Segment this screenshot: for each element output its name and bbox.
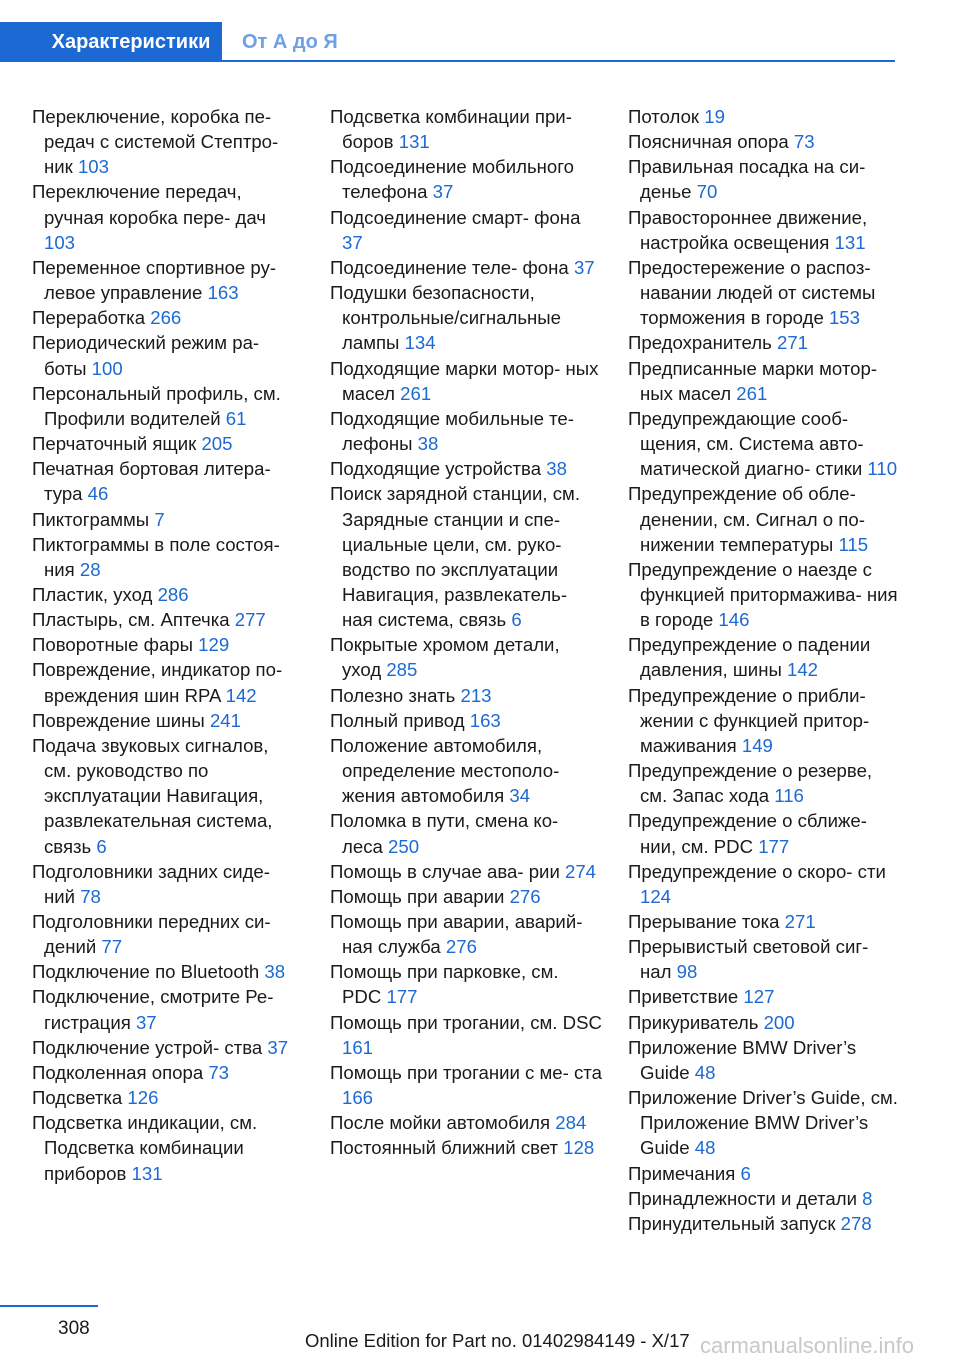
index-entry-text: Полный привод — [330, 709, 465, 731]
index-entry — [330, 808, 602, 858]
index-page-link[interactable]: 28 — [79, 558, 101, 580]
index-entry-text: Подушки безопасности, контрольные/сигнальные лампы — [330, 282, 562, 354]
index-entry-text: Предохранитель — [628, 332, 772, 354]
index-entry — [330, 884, 602, 909]
index-entry — [32, 607, 300, 632]
index-page-link[interactable]: 46 — [87, 483, 109, 505]
index-page-link[interactable]: 286 — [157, 583, 189, 605]
index-entry-text: Принудительный запуск — [628, 1212, 836, 1234]
index-entry — [32, 582, 300, 607]
index-entry — [628, 557, 900, 632]
index-entry — [330, 632, 602, 682]
index-entry-text: Переменное спортивное ру‐ левое управление — [32, 256, 277, 304]
index-page-link[interactable]: 73 — [208, 1061, 230, 1083]
index-entry-text: Переключение, коробка пе‐ редач с системой Стептро‐ ник — [32, 106, 279, 178]
index-entry — [628, 683, 900, 758]
index-entry-text: Подголовники передних си‐ дений — [32, 911, 271, 958]
index-entry — [32, 984, 300, 1034]
index-entry-text: Предупреждение о скоро‐ сти — [628, 860, 886, 882]
index-page-link[interactable]: 276 — [445, 936, 477, 958]
header-bar — [0, 22, 895, 62]
index-page-link[interactable]: 205 — [201, 433, 233, 455]
index-page-link[interactable]: 78 — [80, 885, 101, 907]
index-page-link[interactable]: 177 — [386, 986, 418, 1008]
index-page-link[interactable]: 131 — [131, 1162, 163, 1184]
index-entry — [330, 909, 602, 959]
index-column-2 — [330, 104, 602, 1161]
index-entry — [628, 104, 900, 129]
index-entry-text: Повреждение шины — [32, 709, 205, 731]
index-page-link[interactable]: 6 — [511, 609, 522, 631]
index-entry — [32, 381, 300, 431]
header-divider — [0, 60, 895, 62]
index-page-link[interactable]: 285 — [386, 659, 418, 681]
index-entry — [32, 305, 300, 330]
index-page-link[interactable]: 37 — [135, 1011, 157, 1033]
index-entry-text: Подача звуковых сигналов, см. руководство по эксплуатации Навигация, развлекательная система, связь — [32, 734, 273, 857]
index-entry-text: Предупреждение о падении давления, шины — [628, 634, 871, 681]
index-page-link[interactable]: 124 — [640, 885, 672, 907]
index-page-link[interactable]: 8 — [862, 1187, 873, 1209]
index-page-link[interactable]: 37 — [267, 1036, 289, 1058]
index-entry-text: Подсоединение смарт‐ фона — [330, 206, 581, 228]
index-entry-text: Помощь в случае ава‐ рии — [330, 860, 560, 882]
index-entry — [32, 657, 300, 707]
index-entry — [628, 1186, 900, 1211]
index-entry-text: Подсоединение мобильного телефона — [330, 156, 574, 203]
index-entry-text: Переключение передач, ручная коробка пере‐ дач — [32, 181, 266, 228]
index-entry — [32, 1085, 300, 1110]
index-entry-text: Периодический режим ра‐ боты — [32, 332, 260, 379]
index-entry-text: Поиск зарядной станции, см. Зарядные станции и спе‐ циальные цели, см. руко‐ водство по эксплуатации Навигация, развлекатель‐ ная система, связь — [330, 483, 580, 631]
index-entry — [32, 959, 300, 984]
index-entry-text: Предупреждение о резерве, см. Запас хода — [628, 760, 873, 807]
index-page-link[interactable]: 103 — [77, 156, 109, 178]
index-page-link[interactable]: 37 — [432, 181, 454, 203]
index-entry — [32, 733, 300, 859]
footer-divider — [0, 1305, 98, 1307]
watermark: carmanualsonline.info — [700, 1333, 915, 1358]
index-entry — [330, 356, 602, 406]
index-entry — [628, 1161, 900, 1186]
index-page-link[interactable]: 48 — [694, 1061, 716, 1083]
index-entry — [32, 1110, 300, 1185]
index-page-link[interactable]: 277 — [234, 609, 266, 631]
index-entry-text: Подсветка индикации, см. Подсветка комбинации приборов — [32, 1112, 258, 1184]
index-entry — [32, 104, 300, 179]
index-page-link[interactable]: 127 — [743, 986, 775, 1008]
edition-note: Online Edition for Part no. 01402984149 - X/17 — [305, 1330, 690, 1351]
index-entry-text: Полезно знать — [330, 684, 456, 706]
index-column-1 — [32, 104, 300, 1186]
index-page-link[interactable]: 271 — [784, 911, 816, 932]
index-page-link[interactable]: 61 — [225, 407, 247, 429]
index-entry — [330, 1135, 602, 1160]
index-entry — [330, 456, 602, 481]
index-entry — [628, 632, 900, 682]
index-entry-text: Приложение BMW Driver’s Guide — [628, 1036, 857, 1083]
index-entry — [32, 532, 300, 582]
index-page-link[interactable]: 163 — [469, 709, 501, 731]
index-entry — [628, 758, 900, 808]
index-page-link[interactable]: 241 — [209, 709, 241, 731]
index-entry — [32, 909, 300, 959]
index-entry — [628, 1211, 900, 1236]
index-entry — [330, 406, 602, 456]
index-page-link[interactable]: 166 — [342, 1087, 374, 1109]
index-entry — [330, 154, 602, 204]
index-page-link[interactable]: 98 — [676, 961, 698, 983]
index-entry — [32, 330, 300, 380]
index-entry-text: Положение автомобиля, определение местополо‐ жения автомобиля — [330, 734, 560, 807]
index-entry — [330, 255, 602, 280]
index-page-link[interactable]: 38 — [546, 458, 567, 480]
index-entry — [330, 280, 602, 355]
index-entry — [32, 708, 300, 733]
index-page-link[interactable]: 266 — [150, 307, 182, 329]
index-entry — [628, 859, 900, 909]
index-entry — [32, 1035, 300, 1060]
index-page-link[interactable]: 48 — [694, 1137, 716, 1159]
index-entry-text: Переработка — [32, 307, 146, 329]
index-entry-text: Помощь при аварии — [330, 885, 505, 907]
index-entry-text: Пластик, уход — [32, 583, 153, 605]
index-entry — [330, 1010, 602, 1060]
index-entry-text: Подходящие устройства — [330, 458, 542, 480]
index-page-link[interactable]: 38 — [417, 433, 439, 455]
index-entry-text: Предупреждение об обле‐ денении, см. Сигнал о по‐ нижении температуры — [628, 483, 865, 555]
index-page-link[interactable]: 110 — [867, 458, 898, 480]
index-entry — [330, 1060, 602, 1110]
index-entry — [330, 1110, 602, 1135]
index-page-link[interactable]: 103 — [44, 231, 76, 253]
index-entry-text: Предупреждение о наезде с функцией притормажива‐ ния в городе — [628, 558, 898, 631]
index-entry-text: Примечания — [628, 1162, 736, 1184]
index-entry-text: Предостережение о распоз‐ навании людей от системы торможения в городе — [628, 256, 876, 329]
index-entry — [628, 406, 900, 481]
index-entry — [330, 104, 602, 154]
index-entry — [32, 456, 300, 506]
index-page-link[interactable]: 6 — [740, 1162, 751, 1184]
index-entry-text: Подключение по Bluetooth — [32, 961, 260, 983]
index-page-link[interactable]: 146 — [718, 609, 750, 631]
index-page-link[interactable]: 37 — [573, 256, 595, 278]
index-page-link[interactable]: 177 — [758, 835, 790, 857]
index-entry — [628, 909, 900, 934]
index-page-link[interactable]: 128 — [563, 1137, 595, 1159]
index-entry-text: Принадлежности и детали — [628, 1187, 857, 1209]
index-entry-text: Подколенная опора — [32, 1061, 204, 1083]
index-entry — [330, 959, 602, 1009]
index-entry — [32, 179, 300, 254]
index-entry-text: Подходящие марки мотор‐ ных масел — [330, 357, 599, 404]
index-entry-text: Правостороннее движение, настройка освещения — [628, 206, 868, 253]
index-column-3 — [628, 104, 900, 1236]
index-page-link[interactable]: 129 — [198, 634, 230, 656]
index-entry — [32, 1060, 300, 1085]
index-entry — [330, 733, 602, 808]
index-entry-text: Перчаточный ящик — [32, 433, 197, 455]
index-entry-text: Подключение, смотрите Ре‐ гистрация — [32, 986, 274, 1033]
index-page-link[interactable]: 134 — [404, 332, 436, 354]
index-page-link[interactable]: 271 — [777, 332, 809, 354]
index-entry — [32, 632, 300, 657]
index-page-link[interactable]: 153 — [828, 307, 860, 329]
index-page-link[interactable]: 276 — [509, 885, 541, 907]
index-page-link[interactable]: 73 — [793, 131, 815, 153]
index-entry-text: Помощь при аварии, аварий‐ ная служба — [330, 911, 583, 958]
index-entry — [330, 859, 602, 884]
index-entry-text: Помощь при парковке, см. PDC — [330, 961, 559, 1008]
index-entry-text: Помощь при трогании с ме‐ ста — [330, 1061, 602, 1083]
index-entry-text: Предупреждение о сближе‐ нии, см. PDC — [628, 810, 867, 857]
index-entry-text: Подсветка — [32, 1087, 123, 1109]
index-entry-text: Поворотные фары — [32, 634, 193, 656]
index-page-link[interactable]: 70 — [696, 181, 718, 203]
index-entry-text: Приветствие — [628, 986, 739, 1008]
index-entry — [330, 481, 602, 632]
index-entry-text: Потолок — [628, 106, 700, 127]
index-entry-text: Предупреждение о прибли‐ жении с функцией притор‐ маживания — [628, 684, 870, 756]
index-entry-text: Приложение Driver’s Guide, см. Приложение BMW Driver’s Guide — [628, 1087, 898, 1159]
index-entry — [628, 255, 900, 330]
index-page-link[interactable]: 213 — [460, 684, 492, 706]
index-entry — [628, 808, 900, 858]
index-entry — [32, 507, 300, 532]
index-entry — [32, 859, 300, 909]
index-entry-text: Повреждение, индикатор по‐ вреждения шин RPA — [32, 659, 283, 706]
index-entry — [32, 431, 300, 456]
index-entry — [628, 356, 900, 406]
index-entry-text: Прерывистый световой сиг‐ нал — [628, 936, 869, 983]
index-page-link[interactable]: 163 — [207, 282, 239, 304]
index-page-link[interactable]: 38 — [264, 961, 286, 983]
index-entry-text: Пиктограммы в поле состоя‐ ния — [32, 533, 280, 580]
index-entry-text: Поясничная опора — [628, 131, 789, 153]
index-page-link[interactable]: 274 — [565, 860, 597, 882]
index-page-link[interactable]: 261 — [400, 382, 432, 404]
index-page-link[interactable]: 142 — [787, 659, 819, 681]
index-entry-text: Подсветка комбинации при‐ боров — [330, 106, 572, 153]
index-entry — [628, 481, 900, 556]
index-entry — [628, 1035, 900, 1085]
index-entry — [628, 984, 900, 1009]
index-entry — [330, 708, 602, 733]
index-page-link[interactable]: 131 — [834, 231, 866, 253]
index-entry-text: После мойки автомобиля — [330, 1112, 551, 1134]
index-entry — [330, 683, 602, 708]
page-number: 308 — [58, 1318, 90, 1339]
index-entry — [330, 205, 602, 255]
index-entry-text: Помощь при трогании, см. DSC — [330, 1011, 602, 1033]
index-entry — [628, 205, 900, 255]
index-entry-text: Прерывание тока — [628, 911, 780, 932]
index-page-link[interactable]: 6 — [96, 835, 107, 857]
index-entry-text: Подголовники задних сиде‐ ний — [32, 860, 270, 907]
index-page-link[interactable]: 100 — [91, 357, 123, 379]
index-page-link[interactable]: 250 — [388, 835, 420, 857]
index-entry-text: Постоянный ближний свет — [330, 1137, 559, 1159]
tab-characteristics[interactable]: Характеристики — [0, 22, 222, 62]
index-page-link[interactable]: 278 — [840, 1212, 872, 1234]
index-page-link[interactable]: 149 — [741, 734, 773, 756]
index-page-link[interactable]: 19 — [704, 106, 725, 127]
index-entry-text: Правильная посадка на си‐ денье — [628, 156, 866, 203]
index-entry — [628, 330, 900, 355]
index-page-link[interactable]: 34 — [509, 785, 531, 807]
index-entry — [628, 1085, 900, 1160]
index-entry — [32, 255, 300, 305]
index-entry-text: Прикуриватель — [628, 1011, 759, 1033]
index-page-link[interactable]: 115 — [838, 533, 869, 555]
index-page-link[interactable]: 126 — [127, 1087, 159, 1109]
index-entry-text: Персональный профиль, см. Профили водителей — [32, 382, 281, 429]
index-entry-text: Подсоединение теле‐ фона — [330, 256, 569, 278]
index-entry-text: Поломка в пути, смена ко‐ леса — [330, 810, 559, 857]
index-entry-text: Предупреждающие сооб‐ щения, см. Система авто‐ матической диагно‐ стики — [628, 407, 864, 480]
index-page-link[interactable]: 284 — [555, 1112, 587, 1134]
index-page-link[interactable]: 261 — [736, 382, 768, 404]
index-page-link[interactable]: 200 — [763, 1011, 795, 1033]
index-entry-text: Предписанные марки мотор‐ ных масел — [628, 357, 878, 404]
index-entry-text: Пластырь, см. Аптечка — [32, 609, 230, 631]
index-page-link[interactable]: 116 — [774, 785, 804, 807]
index-page-link[interactable]: 131 — [398, 131, 430, 153]
index-entry-text: Пиктограммы — [32, 508, 150, 530]
index-page-link[interactable]: 142 — [225, 684, 257, 706]
index-page-link[interactable]: 7 — [154, 508, 165, 530]
index-entry — [628, 1010, 900, 1035]
index-page-link[interactable]: 161 — [342, 1036, 374, 1058]
index-entry-text: Печатная бортовая литера‐ тура — [32, 458, 271, 505]
index-entry-text: Подключение устрой‐ ства — [32, 1036, 263, 1058]
index-entry — [628, 154, 900, 204]
index-page-link[interactable]: 77 — [101, 936, 123, 958]
index-entry — [628, 934, 900, 984]
index-entry-text: Подходящие мобильные те‐ лефоны — [330, 407, 574, 455]
tab-a-to-z[interactable]: От А до Я — [242, 30, 338, 53]
index-page-link[interactable]: 37 — [342, 231, 363, 253]
index-entry-text: Покрытые хромом детали, уход — [330, 634, 560, 681]
index-entry — [628, 129, 900, 154]
